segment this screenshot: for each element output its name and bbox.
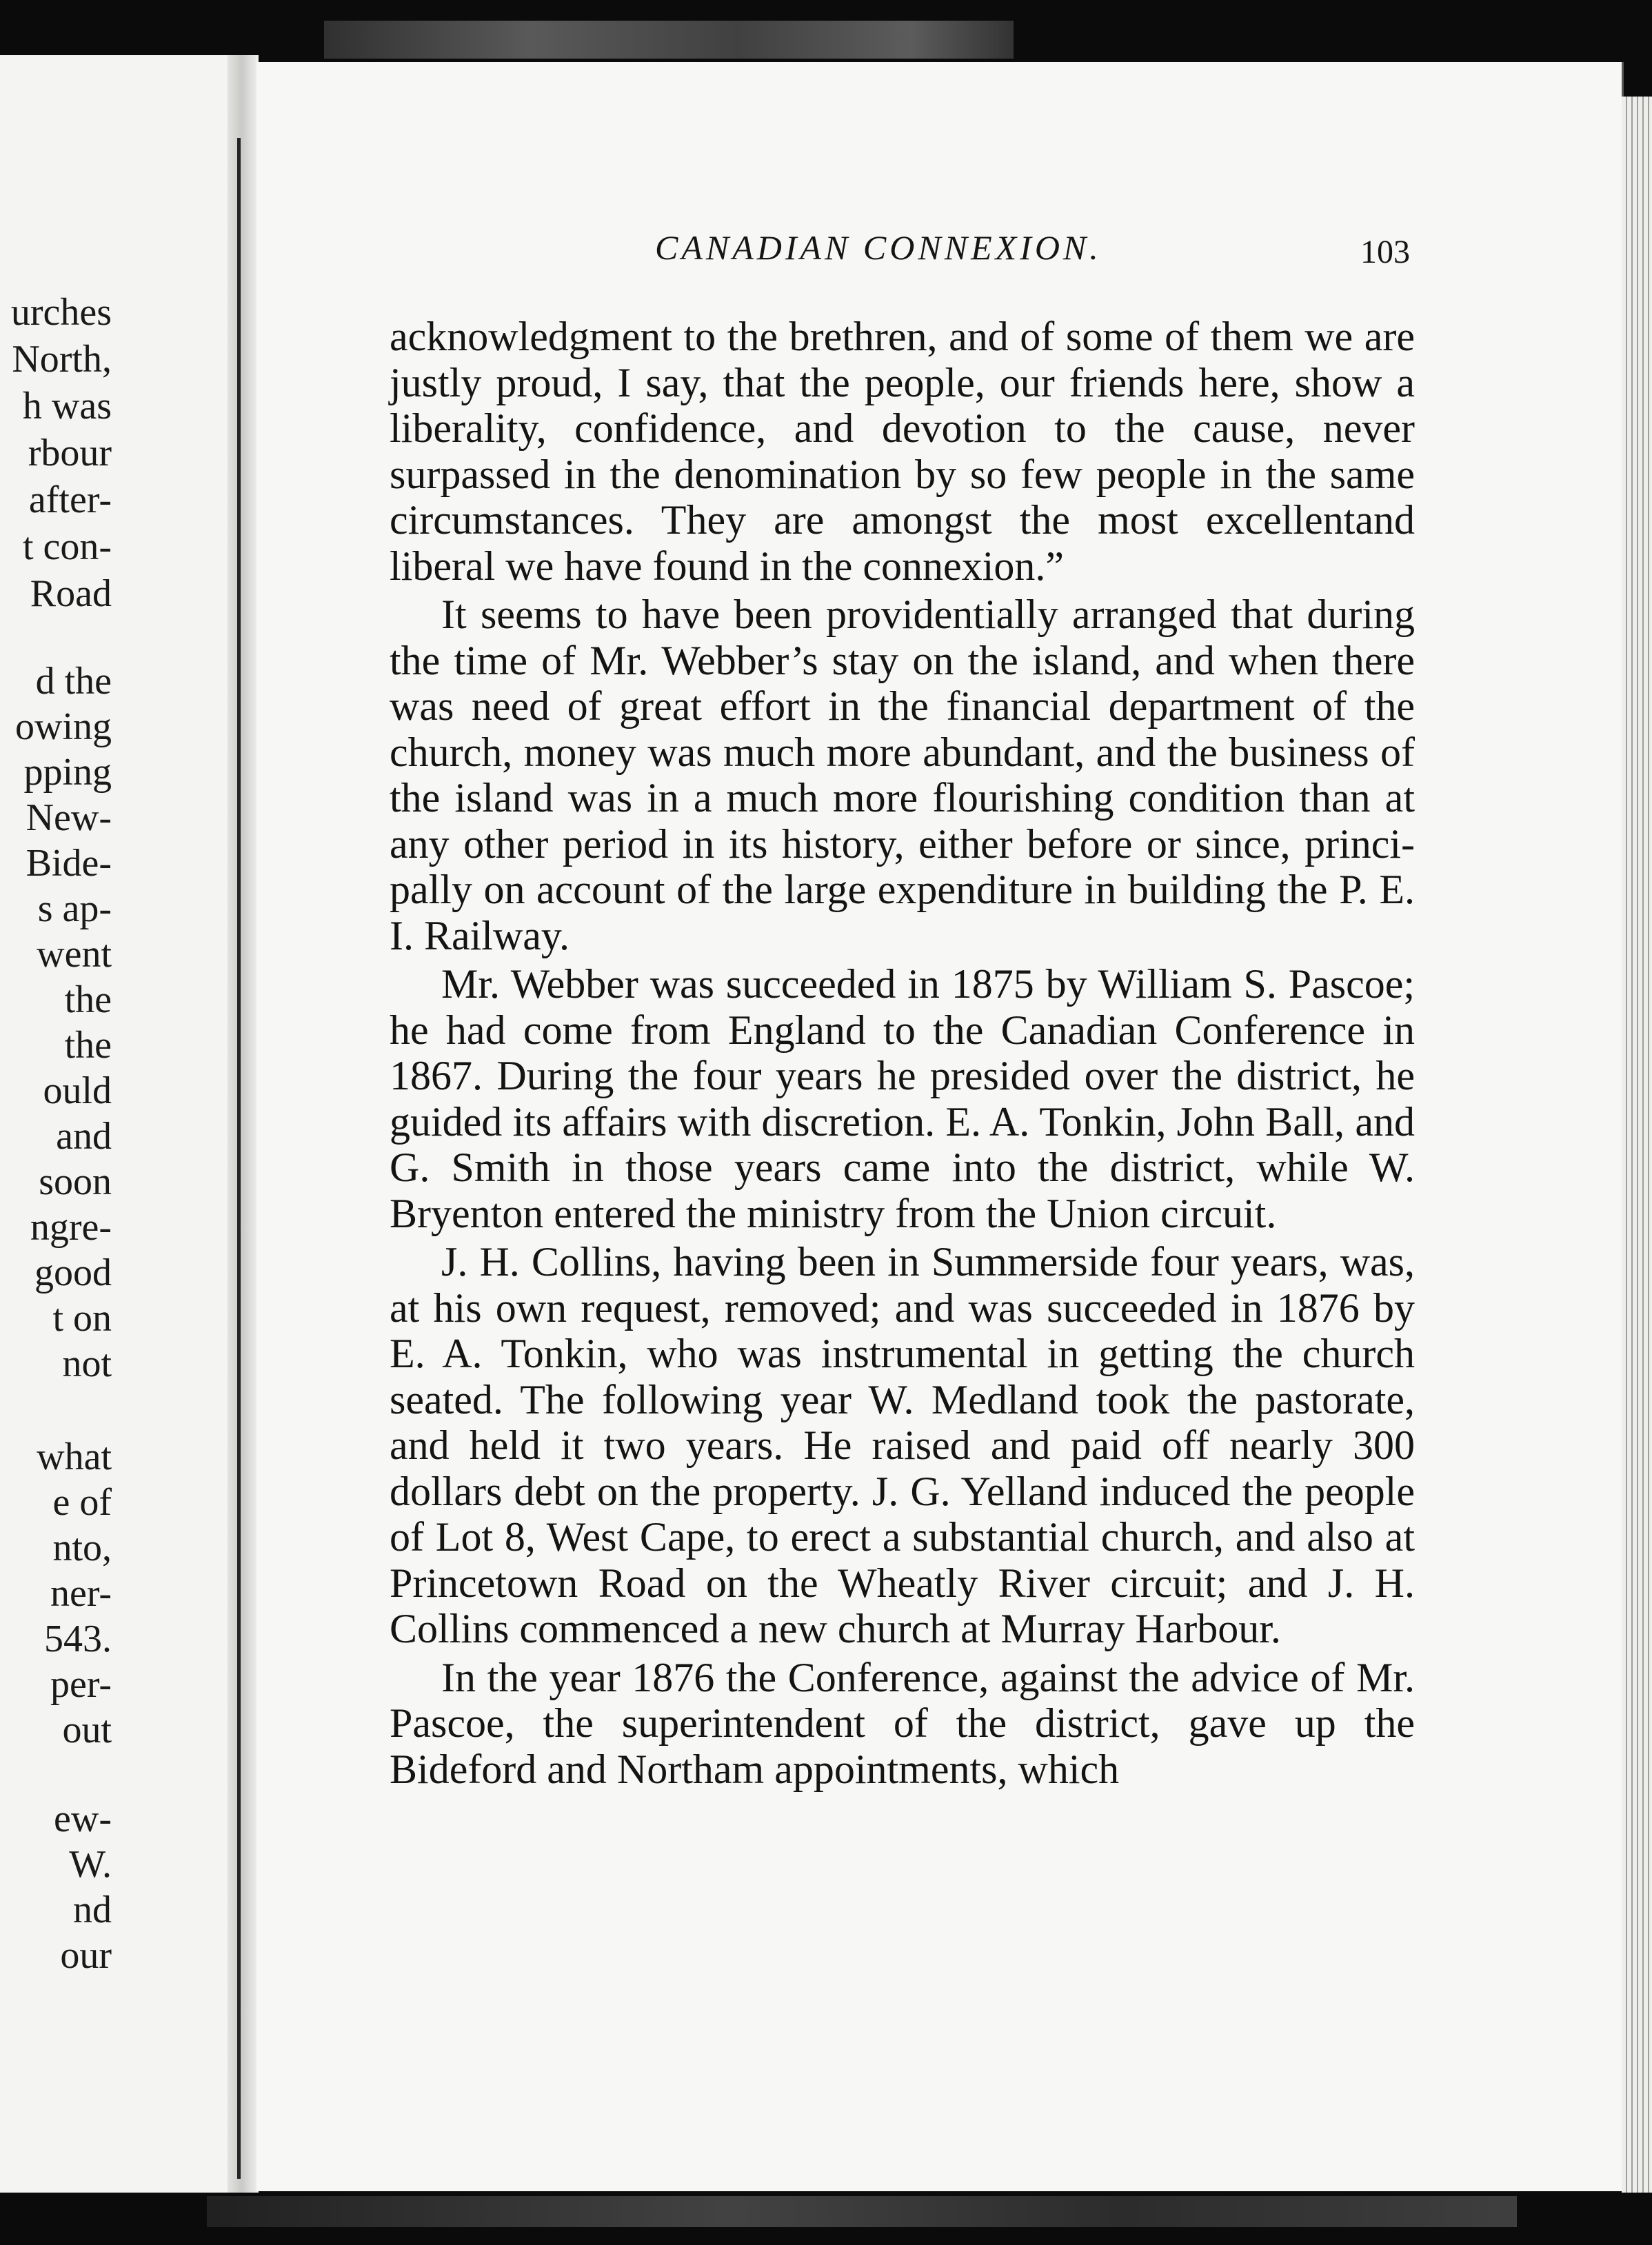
paragraph: It seems to have been providentially arranged that during the time of Mr. Webber’s stay on the island, and when there was need of great effort in the financial department of the church, money was much more abundant, and the business of the island was in a much more flourishing condition than at any other period in its history, either before or since, principally on account of the large expenditure in building the P. E. I. Railway. [390, 592, 1415, 958]
facing-line: and [56, 1115, 112, 1158]
facing-line: ew- [54, 1798, 112, 1840]
page-edges [1622, 97, 1652, 2193]
scan-top-edge [324, 21, 1014, 59]
facing-line: out [62, 1709, 112, 1751]
facing-line: ngre- [30, 1206, 112, 1249]
facing-page [0, 55, 228, 2193]
facing-line: ner- [50, 1572, 112, 1615]
facing-line: nd [73, 1889, 112, 1931]
facing-line: nto, [52, 1527, 112, 1569]
paragraph: acknowledgment to the brethren, and of some of them we are justly proud, I say, that the people, our friends here, show a liberality, confidence, and devotion to the cause, never surpassed in the denomination by so few people in the same circumstances. They are amongst the most excellentand liberal we have found in the connexion.” [390, 314, 1415, 589]
facing-line: W. [69, 1843, 112, 1886]
facing-line: h was [22, 385, 112, 427]
scan-bottom-edge [207, 2196, 1517, 2227]
body-text [390, 314, 1415, 1795]
facing-line: the [64, 1024, 112, 1067]
facing-line: after- [28, 479, 112, 521]
facing-line: New- [26, 796, 112, 839]
facing-line: soon [39, 1160, 112, 1203]
running-title: CANADIAN CONNEXION. [655, 228, 1102, 267]
facing-line: ould [43, 1069, 112, 1112]
facing-line: owing [15, 705, 112, 748]
facing-line: our [60, 1934, 112, 1977]
facing-line: Bide- [26, 842, 112, 885]
facing-line: 543. [44, 1618, 112, 1660]
book-gutter [228, 55, 259, 2193]
facing-line: not [62, 1342, 112, 1385]
facing-line: Road [30, 572, 112, 615]
facing-line: what [37, 1436, 112, 1478]
facing-line: s ap- [37, 887, 112, 930]
facing-line: urches [10, 291, 112, 334]
page-number: 103 [1360, 234, 1410, 270]
facing-line: rbour [28, 432, 112, 474]
facing-line: went [37, 933, 112, 976]
facing-line: d the [35, 660, 112, 703]
paragraph: In the year 1876 the Conference, against the advice of Mr. Pascoe, the superintendent of the district, gave up the Bideford and Northam appointments, which [390, 1654, 1415, 1792]
facing-line: t con- [22, 525, 112, 568]
paragraph: J. H. Collins, having been in Summerside four years, was, at his own request, removed; and was succeeded in 1876 by E. A. Tonkin, who was instrumental in getting the church seated. The following year W. Medland took the pastorate, and held it two years. He raised and paid off nearly 300 dollars debt on the property. J. G. Yelland induced the people of Lot 8, West Cape, to erect a substantial church, and also at Princetown Road on the Wheatly River circuit; and J. H. Collins commenced a new church at Murray Harbour. [390, 1239, 1415, 1651]
facing-line: pping [23, 751, 112, 794]
running-head [390, 228, 1534, 283]
facing-line: the [64, 978, 112, 1021]
facing-line: t on [52, 1297, 112, 1340]
facing-line: per- [50, 1663, 112, 1706]
paragraph: Mr. Webber was succeeded in 1875 by William S. Pascoe; he had come from England to the Canadian Conference in 1867. During the four years he presided over the district, he guided its affairs with discretion. E. A. Tonkin, John Ball, and G. Smith in those years came into the district, while W. Bryenton entered the ministry from the Union circuit. [390, 961, 1415, 1236]
facing-line: good [34, 1251, 112, 1294]
gutter-rule [237, 138, 241, 2179]
facing-line: North, [12, 338, 112, 381]
facing-line: e of [52, 1481, 112, 1524]
